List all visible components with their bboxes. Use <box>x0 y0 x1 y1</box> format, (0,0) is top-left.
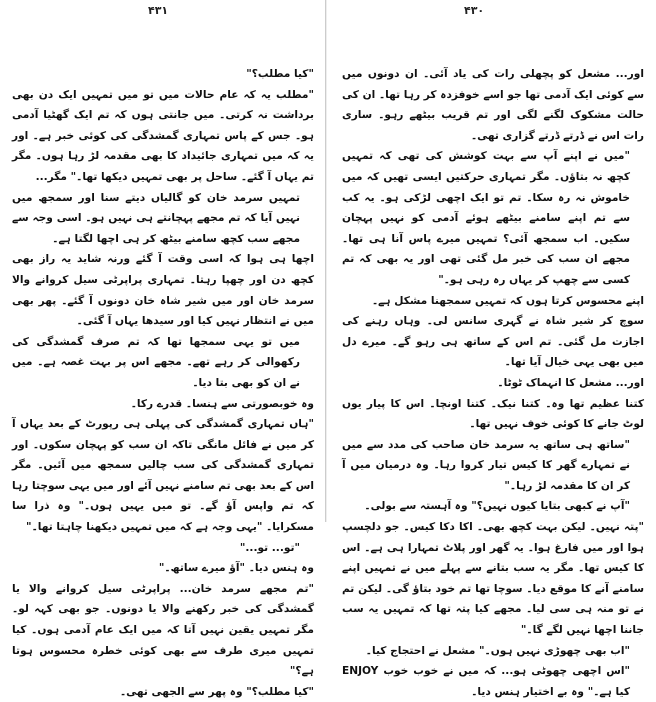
paragraph: "کیا مطلب؟" وہ پھر سے الجھی تھی۔ <box>119 685 314 698</box>
left-page <box>0 0 324 698</box>
paragraph: "اس اچھی چھوٹی ہو... کہ میں نے خوب خوب ENJOY کیا ہے۔" وہ بے اختیار ہنس دیا۔ <box>342 665 630 698</box>
book-gutter <box>325 0 327 522</box>
paragraph: تمہیں سرمد خان کو گالیاں دیتے سنا اور سمجھ میں نہیں آیا کہ تم مجھے پہچانتے ہی نہیں ہو۔ اسی وجہ سے مجھے سب کچھ سامنے بیٹھ کر ہی اچھا لگتا ہے۔ <box>12 191 300 245</box>
paragraph: "کیا مطلب؟" <box>246 68 314 80</box>
paragraph: "میں نے اپنے آپ سے بہت کوشش کی تھی کہ تمہیں کچھ نہ بتاؤں۔ مگر تمہاری حرکتیں ایسی تھیں کہ میں خاموش نہ رہ سکا۔ تم تو ایک اچھی لڑکی ہو۔ یہ کب سے تم اپنے سامنے بیٹھے ہوئے آدمی کو نہیں پہچان سکیں۔ اب سمجھ آئی؟ تمہیں میرے پاس آنا ہی تھا۔ مجھے ان سب کی خبر مل گئی تھی اور یہ بھی کہ تم کسی سے چھپ کر یہاں رہ رہی ہو۔" <box>342 150 630 286</box>
paragraph: "اب بھی چھوڑی نہیں ہوں۔" مشعل نے احتجاج کیا۔ <box>365 644 630 657</box>
paragraph: اور... مشعل کا انہماک ٹوٹا۔ <box>497 376 644 389</box>
paragraph: "پتہ نہیں۔ لیکن بہت کچھ بھی۔ اکا دکا کیس۔ جو دلچسپ ہوا اور میں فارغ ہوا۔ یہ گھر اور پلاٹ تمہارا ہی ہے۔ اس کا کیس تھا۔ مگر یہ سب بتانے سے پہلے میں نے تمہیں اپنے سامنے آنے کا موقع دیا۔ سوچا تھا تم خود بتاؤ گی۔ لیکن تم نے تو منہ ہی سی لیا۔ مجھے کیا پتہ تھا کہ تمہیں یہ سب جاننا اچھا نہیں لگے گا۔" <box>342 521 644 637</box>
paragraph: "تو... تو..." <box>239 541 300 554</box>
left-page-number: ۴۳۱ <box>148 4 169 17</box>
paragraph: سوچ کر شیر شاہ نے گہری سانس لی۔ وہاں رہنے کی اجازت مل گئی۔ تم اس کے ساتھ ہی رہو گے۔ میرے دل میں بھی یہی خیال آیا تھا۔ <box>342 315 644 369</box>
left-page-text <box>12 64 314 698</box>
paragraph: "ساتھ ہی ساتھ یہ سرمد خان صاحب کی مدد سے میں نے تمہارے گھر کا کیس تیار کروا رہا۔ وہ درمیان میں آ کر ان کا مقدمہ لڑ رہا۔" <box>342 438 630 492</box>
paragraph: "مطلب یہ کہ عام حالات میں تو میں تمہیں ایک دن بھی برداشت نہ کرتی۔ میں جانتی ہوں کہ تم ایک گھٹیا آدمی ہو۔ جس کے پاس تمہاری گمشدگی کی کوئی خبر ہے۔ اور یہ کہ میں تمہاری جائیداد کا بھی مقدمہ لڑ رہا ہوں۔ مگر تم یہاں آ گئے۔ ساحل پر بھی تمہیں دیکھا تھا۔" مگر... <box>12 88 314 183</box>
paragraph: کتنا عظیم تھا وہ۔ کتنا نیک۔ کتنا اونچا۔ اس کا پیار یوں لوٹ جانے کا کوئی خوف نہیں تھا۔ <box>342 397 644 431</box>
paragraph: وہ خوبصورتی سے ہنسا۔ قدرے رکا۔ <box>130 397 314 410</box>
paragraph: "تم مجھے سرمد خان... پراپرٹی سیل کروانے والا یا گمشدگی کی خبر رکھنے والا یا دونوں۔ جو بھی کہہ لو۔ مگر تمہیں یقین نہیں آتا کہ میں ایک عام آدمی ہوں۔ کیا تمہیں میری طرف سے بھی کوئی خطرہ محسوس ہوتا ہے؟" <box>12 582 314 678</box>
paragraph: "آپ نے کبھی بتایا کیوں نہیں؟" وہ آہستہ سے بولی۔ <box>364 500 630 513</box>
paragraph: وہ ہنس دیا۔ "آؤ میرے ساتھ۔" <box>158 562 314 575</box>
paragraph: اپنے محسوس کرتا ہوں کہ تمہیں سمجھنا مشکل ہے۔ <box>371 294 644 307</box>
paragraph: اور... مشعل کو پچھلی رات کی یاد آئی۔ ان دونوں میں سے کوئی ایک آدمی تھا جو اسے خوفزدہ کر رہا تھا۔ ان کی حالت مشکوک لگنے لگی اور تم قریب بیٹھے رہو۔ ساری رات اس نے ڈرتے ڈرتے گزاری تھی۔ <box>342 68 644 142</box>
right-page-number: ۴۳۰ <box>464 4 485 17</box>
paragraph: اچھا ہی ہوا کہ اسی وقت آ گئے ورنہ شاید یہ راز بھی کچھ دن اور چھپا رہتا۔ تمہاری پراپرٹی سیل کروانے والا سرمد خان اور میں شیر شاہ خان دونوں آ گئے۔ پھر بھی میں نے انتظار نہیں کیا اور سیدھا یہاں آ گئی۔ <box>12 253 314 328</box>
paragraph: "ہاں تمہاری گمشدگی کی پہلی ہی رپورٹ کے بعد یہاں آ کر میں نے فائل مانگی تاکہ ان سب کو پہچان سکوں۔ اور تمہاری گمشدگی کی سب چالیں سمجھ میں آئیں۔ مگر اس کے بعد بھی تم سامنے نہیں آئے اور میں یہی سوچتا رہا کہ تم واپس آؤ گے۔ تو میں یہیں ہوں۔" وہ ذرا سا مسکرایا۔ "یہی وجہ ہے کہ میں تمہیں دیکھنا چاہتا تھا۔" <box>12 418 314 534</box>
right-page-text <box>342 64 644 698</box>
right-page <box>330 0 654 698</box>
paragraph: میں تو یہی سمجھا تھا کہ تم صرف گمشدگی کی رکھوالی کر رہے تھے۔ مجھے اس پر بہت غصہ ہے۔ میں نے ان کو بھی بتا دیا۔ <box>12 335 300 389</box>
